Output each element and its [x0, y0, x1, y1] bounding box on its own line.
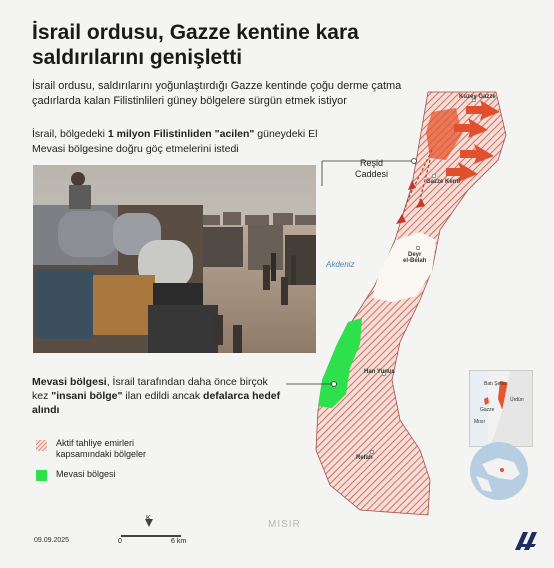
label-han-yunus: Han Yunus: [364, 369, 395, 375]
scale-bar: K 0 6 km: [118, 515, 187, 545]
evacuation-note-highlight: 1 milyon Filistinliden "acilen": [107, 128, 255, 140]
label-deyr-el-belah: Deyr el-Belah: [403, 252, 427, 264]
inset-map: Batı Şeria Gazze Ürdün Mısır: [469, 370, 533, 447]
label-kuzey-gazze: Kuzey Gazze: [459, 94, 496, 100]
date: 09.09.2025: [34, 537, 70, 544]
legend-item-mevasi: Mevasi bölgesi: [36, 468, 236, 484]
title-line-2: saldırılarını genişletti: [32, 46, 243, 69]
title-line-1: İsrail ordusu, Gazze kentine kara: [32, 21, 359, 44]
label-gazze-kenti: Gazze Kenti: [426, 179, 461, 185]
label-misir: MISIR: [268, 519, 301, 530]
evacuation-note: İsrail, bölgedeki 1 milyon Filistinliden "acilen" güneydeki El Mevasi bölgesine doğru göç etmelerini istedi: [32, 128, 318, 155]
aa-logo-icon: [512, 530, 542, 552]
globe-icon: [468, 440, 530, 502]
deyr-el-belah-zone: [372, 232, 436, 302]
label-akdeniz: Akdeniz: [326, 260, 355, 269]
label-refah: Refah: [356, 455, 373, 461]
label-resid-caddesi: Reşid Caddesi: [355, 158, 389, 179]
legend-item-evacuation: Aktif tahliye emirleri kapsamındaki bölgeler: [36, 438, 236, 462]
subtitle: İsrail ordusu, saldırılarını yoğunlaştırdığı Gazze kentinde çoğu derme çatma çadırlarda kalan Filistinlileri güney bölgelere sürgün etmek istiyor: [32, 80, 402, 107]
mevasi-note: Mevasi bölgesi, İsrail tarafından daha önce birçok kez "insani bölge" ilan edildi ancak defalarca hedef alındı: [32, 376, 281, 416]
